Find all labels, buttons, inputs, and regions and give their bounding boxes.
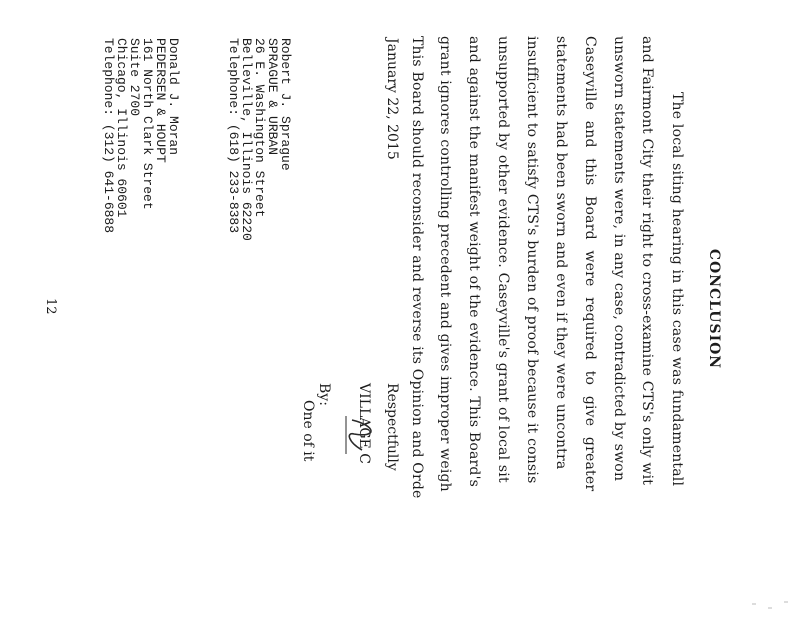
scan-marks	[742, 598, 792, 614]
paragraph-line: The local siting hearing in this case was fundamentall	[669, 92, 685, 487]
counsel-line: PEDERSEN & HOUPT	[153, 38, 168, 163]
counsel-line: Chicago, Illinois 60601	[114, 38, 129, 218]
paragraph-line: This Board should reconsider and reverse its Opinion and Orde	[409, 36, 425, 499]
paragraph-line: and against the manifest weight of the evidence. This Board's	[466, 36, 482, 488]
signer-role: One of it	[300, 400, 316, 462]
paragraph-line: grant ignores controlling precedent and gives improper weigh	[437, 36, 453, 492]
filing-date: January 22, 2015	[384, 38, 400, 160]
counsel-line: 161 North Clark Street	[140, 38, 155, 210]
paragraph-line: Caseyville and this Board were required to give greater	[582, 36, 598, 492]
paragraph-line: unsupported by other evidence. Caseyville's grant of local sit	[495, 36, 511, 483]
counsel-line: Telephone: (618) 233-8383	[226, 38, 241, 234]
counsel-line: Telephone: (312) 641-6888	[101, 38, 116, 234]
party-name: VILLAGE C	[356, 383, 372, 464]
counsel-line: 26 E. Washington Street	[252, 38, 267, 218]
counsel-line: Belleville, Illinois 62220	[239, 38, 254, 241]
respectfully-text: Respectfully	[384, 383, 400, 471]
counsel-block-sprague	[227, 38, 292, 241]
page-heading: CONCLUSION	[706, 248, 722, 370]
paragraph-line: and Fairmont City their right to cross-examine CTS's only wit	[639, 36, 655, 486]
paragraph-line: statements had been sworn and even if they were uncontra	[553, 36, 569, 470]
paragraph-line: insufficient to satisfy CTS's burden of proof because it consis	[524, 36, 540, 484]
counsel-line: Donald J. Moran	[166, 38, 181, 156]
counsel-line: SPRAGUE & URBAN	[265, 38, 280, 156]
paragraph-line: unsworn statements were, in any case, contradicted by swon	[611, 36, 627, 482]
page-number: 12	[43, 298, 58, 315]
counsel-line: Robert J. Sprague	[278, 38, 293, 171]
signature-scribble	[342, 416, 382, 456]
by-label: By:	[316, 383, 332, 406]
counsel-block-moran	[102, 38, 180, 233]
counsel-line: Suite 2700	[127, 38, 142, 117]
